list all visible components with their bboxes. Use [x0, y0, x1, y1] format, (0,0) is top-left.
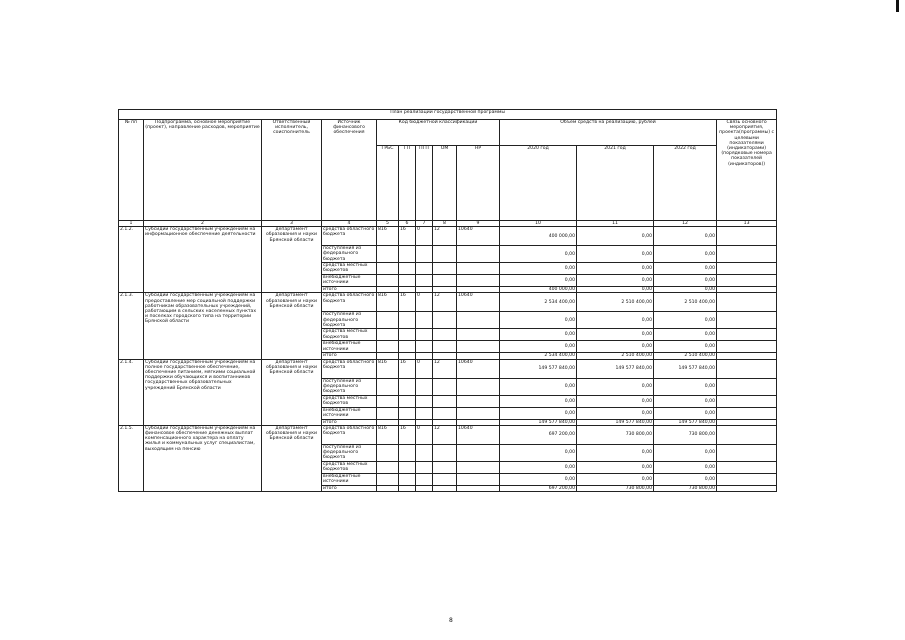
amount-extra: 0,00: [500, 473, 577, 485]
amount-federal: 0,00: [577, 312, 654, 329]
column-number: 11: [577, 221, 654, 227]
header-2022: 2022 год: [654, 146, 717, 221]
empty-code-cell: [399, 461, 416, 473]
source-regional: средства областного бюджета: [322, 425, 377, 444]
column-number: 7: [416, 221, 433, 227]
amount-regional: 730 800,00: [654, 425, 717, 444]
link-cell: [717, 461, 777, 473]
amount-extra: 0,00: [577, 407, 654, 419]
amount-federal: 0,00: [577, 444, 654, 461]
empty-code-cell: [399, 341, 416, 353]
amount-regional: 0,00: [577, 227, 654, 246]
column-number: 13: [717, 221, 777, 227]
header-subprogram: Подпрограмма, основное мероприятие (проект), направление расходов, мероприятие: [144, 120, 262, 221]
column-number: 2: [144, 221, 262, 227]
empty-code-cell: [377, 263, 399, 275]
empty-code-cell: [377, 246, 399, 263]
amount-regional: 149 577 840,00: [654, 359, 717, 378]
source-total: итого: [322, 287, 377, 293]
amount-extra: 0,00: [654, 275, 717, 287]
empty-code-cell: [399, 407, 416, 419]
empty-code-cell: [377, 485, 399, 491]
empty-code-cell: [416, 329, 433, 341]
row-responsible: департамент образования и науки Брянской области: [262, 227, 322, 293]
empty-code-cell: [377, 378, 399, 395]
source-local: средства местных бюджетов: [322, 461, 377, 473]
amount-regional: 0,00: [654, 227, 717, 246]
empty-code-cell: [377, 461, 399, 473]
source-regional: средства областного бюджета: [322, 359, 377, 378]
link-cell: [717, 359, 777, 378]
source-federal: поступления из федерального бюджета: [322, 378, 377, 395]
link-cell: [717, 395, 777, 407]
empty-code-cell: [433, 473, 457, 485]
row-name: Субсидии государственным учреждениям на финансовое обеспечение денежных выплат компенсационного характера на оплату жилья и коммунальных услуг специалистам, выходящим на пенсию: [144, 425, 262, 491]
amount-local: 0,00: [500, 461, 577, 473]
table-row: [119, 227, 777, 246]
source-federal: поступления из федерального бюджета: [322, 444, 377, 461]
amount-extra: 0,00: [577, 275, 654, 287]
source-local: средства местных бюджетов: [322, 395, 377, 407]
amount-total: 697 200,00: [500, 485, 577, 491]
header-gp: ГП: [399, 146, 416, 221]
empty-code-cell: [433, 378, 457, 395]
amount-regional: 2 510 400,00: [654, 293, 717, 312]
empty-code-cell: [399, 263, 416, 275]
amount-regional: 400 000,00: [500, 227, 577, 246]
amount-extra: 0,00: [654, 473, 717, 485]
amount-total: 730 800,00: [654, 485, 717, 491]
amount-extra: 0,00: [500, 341, 577, 353]
empty-code-cell: [457, 473, 500, 485]
empty-code-cell: [399, 378, 416, 395]
empty-code-cell: [399, 329, 416, 341]
table-row: [119, 425, 777, 444]
column-number: 6: [399, 221, 416, 227]
header-budget-code: Код бюджетной классификации: [377, 120, 500, 146]
source-extra: внебюджетные источники: [322, 473, 377, 485]
header-2020: 2020 год: [500, 146, 577, 221]
empty-code-cell: [457, 275, 500, 287]
link-cell: [717, 473, 777, 485]
column-number: 3: [262, 221, 322, 227]
source-regional: средства областного бюджета: [322, 227, 377, 246]
amount-extra: 0,00: [500, 407, 577, 419]
column-number: 8: [433, 221, 457, 227]
empty-code-cell: [377, 395, 399, 407]
amount-total: 149 577 840,00: [577, 419, 654, 425]
empty-code-cell: [433, 275, 457, 287]
empty-code-cell: [377, 329, 399, 341]
empty-code-cell: [457, 378, 500, 395]
page-number: 8: [449, 617, 453, 624]
link-cell: [717, 246, 777, 263]
empty-code-cell: [457, 329, 500, 341]
amount-regional: 2 510 400,00: [577, 293, 654, 312]
link-cell: [717, 227, 777, 246]
amount-federal: 0,00: [654, 378, 717, 395]
link-cell: [717, 263, 777, 275]
link-cell: [717, 312, 777, 329]
empty-code-cell: [457, 444, 500, 461]
empty-code-cell: [399, 275, 416, 287]
page-edge-mark: [896, 0, 899, 12]
empty-code-cell: [433, 444, 457, 461]
row-number: 2.1.3.: [119, 293, 144, 359]
empty-code-cell: [399, 395, 416, 407]
amount-total: 149 577 840,00: [654, 419, 717, 425]
plan-table: [118, 109, 777, 492]
code-nr: 10640: [457, 359, 500, 378]
empty-code-cell: [399, 444, 416, 461]
row-responsible: департамент образования и науки Брянской области: [262, 359, 322, 425]
empty-code-cell: [377, 341, 399, 353]
source-total: итого: [322, 485, 377, 491]
row-number: 2.1.2.: [119, 227, 144, 293]
amount-federal: 0,00: [577, 246, 654, 263]
empty-code-cell: [377, 473, 399, 485]
empty-code-cell: [416, 263, 433, 275]
amount-total: 149 577 840,00: [500, 419, 577, 425]
empty-code-cell: [433, 485, 457, 491]
empty-code-cell: [416, 341, 433, 353]
link-cell: [717, 485, 777, 491]
amount-local: 0,00: [654, 263, 717, 275]
amount-regional: 2 534 400,00: [500, 293, 577, 312]
code-om: 12: [433, 425, 457, 444]
table-row: [119, 293, 777, 312]
amount-extra: 0,00: [577, 341, 654, 353]
code-grbs: 816: [377, 359, 399, 378]
empty-code-cell: [433, 461, 457, 473]
source-extra: внебюджетные источники: [322, 341, 377, 353]
code-nr: 10640: [457, 425, 500, 444]
empty-code-cell: [433, 407, 457, 419]
amount-federal: 0,00: [500, 312, 577, 329]
empty-code-cell: [433, 341, 457, 353]
amount-extra: 0,00: [577, 473, 654, 485]
amount-federal: 0,00: [500, 444, 577, 461]
source-extra: внебюджетные источники: [322, 407, 377, 419]
table-row: [119, 359, 777, 378]
row-number: 2.1.5.: [119, 425, 144, 491]
header-pgp: ПГП: [416, 146, 433, 221]
source-total: итого: [322, 419, 377, 425]
link-cell: [717, 293, 777, 312]
empty-code-cell: [416, 407, 433, 419]
empty-code-cell: [399, 473, 416, 485]
empty-code-cell: [399, 312, 416, 329]
code-grbs: 816: [377, 425, 399, 444]
empty-code-cell: [457, 263, 500, 275]
amount-federal: 0,00: [577, 378, 654, 395]
amount-total: 400 000,00: [500, 287, 577, 293]
empty-code-cell: [377, 407, 399, 419]
empty-code-cell: [377, 275, 399, 287]
amount-local: 0,00: [500, 329, 577, 341]
header-grbs: ГРБС: [377, 146, 399, 221]
amount-total: 2 534 400,00: [500, 353, 577, 359]
empty-code-cell: [416, 485, 433, 491]
column-number: 5: [377, 221, 399, 227]
code-gp: 16: [399, 359, 416, 378]
source-extra: внебюджетные источники: [322, 275, 377, 287]
row-responsible: департамент образования и науки Брянской области: [262, 425, 322, 491]
empty-code-cell: [416, 395, 433, 407]
code-nr: 10640: [457, 293, 500, 312]
amount-local: 0,00: [577, 395, 654, 407]
column-number: 12: [654, 221, 717, 227]
empty-code-cell: [416, 246, 433, 263]
column-number: 10: [500, 221, 577, 227]
code-pgp: 0: [416, 293, 433, 312]
amount-regional: 149 577 840,00: [577, 359, 654, 378]
amount-total: 0,00: [654, 287, 717, 293]
link-cell: [717, 407, 777, 419]
code-pgp: 0: [416, 425, 433, 444]
amount-local: 0,00: [500, 395, 577, 407]
amount-local: 0,00: [577, 329, 654, 341]
amount-regional: 730 800,00: [577, 425, 654, 444]
amount-local: 0,00: [577, 263, 654, 275]
empty-code-cell: [457, 395, 500, 407]
code-om: 12: [433, 359, 457, 378]
empty-code-cell: [433, 329, 457, 341]
amount-local: 0,00: [654, 329, 717, 341]
link-cell: [717, 378, 777, 395]
amount-federal: 0,00: [500, 378, 577, 395]
source-local: средства местных бюджетов: [322, 263, 377, 275]
amount-federal: 0,00: [654, 312, 717, 329]
amount-regional: 697 200,00: [500, 425, 577, 444]
amount-total: 0,00: [577, 287, 654, 293]
empty-code-cell: [416, 461, 433, 473]
amount-local: 0,00: [654, 461, 717, 473]
empty-code-cell: [457, 461, 500, 473]
row-responsible: департамент образования и науки Брянской области: [262, 293, 322, 359]
code-grbs: 816: [377, 293, 399, 312]
header-nr: НР: [457, 146, 500, 221]
table-title: План реализации государственной программы: [119, 110, 777, 120]
amount-federal: 0,00: [500, 246, 577, 263]
code-grbs: 816: [377, 227, 399, 246]
link-cell: [717, 341, 777, 353]
code-gp: 16: [399, 293, 416, 312]
empty-code-cell: [399, 485, 416, 491]
source-federal: поступления из федерального бюджета: [322, 246, 377, 263]
empty-code-cell: [457, 407, 500, 419]
empty-code-cell: [377, 312, 399, 329]
amount-total: 730 800,00: [577, 485, 654, 491]
code-pgp: 0: [416, 359, 433, 378]
empty-code-cell: [416, 473, 433, 485]
code-gp: 16: [399, 425, 416, 444]
link-cell: [717, 444, 777, 461]
empty-code-cell: [416, 312, 433, 329]
source-federal: поступления из федерального бюджета: [322, 312, 377, 329]
empty-code-cell: [433, 312, 457, 329]
header-2021: 2021 год: [577, 146, 654, 221]
empty-code-cell: [457, 485, 500, 491]
source-local: средства местных бюджетов: [322, 329, 377, 341]
amount-regional: 149 577 840,00: [500, 359, 577, 378]
amount-local: 0,00: [500, 263, 577, 275]
empty-code-cell: [377, 444, 399, 461]
amount-extra: 0,00: [654, 341, 717, 353]
plan-body: [119, 227, 777, 492]
code-pgp: 0: [416, 227, 433, 246]
header-num: № пп: [119, 120, 144, 221]
header-source: Источник финансового обеспечения: [322, 120, 377, 221]
code-nr: 10640: [457, 227, 500, 246]
code-om: 12: [433, 227, 457, 246]
empty-code-cell: [433, 395, 457, 407]
empty-code-cell: [433, 263, 457, 275]
empty-code-cell: [457, 246, 500, 263]
amount-federal: 0,00: [654, 246, 717, 263]
amount-extra: 0,00: [500, 275, 577, 287]
link-cell: [717, 275, 777, 287]
amount-total: 2 510 400,00: [654, 353, 717, 359]
link-cell: [717, 425, 777, 444]
column-number: 4: [322, 221, 377, 227]
empty-code-cell: [399, 246, 416, 263]
code-gp: 16: [399, 227, 416, 246]
row-name: Субсидии государственным учреждениям на предоставление мер социальной поддержки работникам образовательных учреждений, работающим в сельских населенных пунктах и поселках городского типа на территории Брянской области: [144, 293, 262, 359]
amount-total: 2 510 400,00: [577, 353, 654, 359]
source-regional: средства областного бюджета: [322, 293, 377, 312]
row-name: Субсидии государственным учреждениям на информационное обеспечение деятельности: [144, 227, 262, 293]
amount-extra: 0,00: [654, 407, 717, 419]
empty-code-cell: [416, 275, 433, 287]
header-link: Связь основного мероприятия, проекта(программы) с целевыми показателями (индикаторами) (порядковые номера показателей (индикаторов)): [717, 120, 777, 221]
header-responsible: Ответственный исполнитель, соисполнитель: [262, 120, 322, 221]
empty-code-cell: [416, 444, 433, 461]
header-om: ОМ: [433, 146, 457, 221]
column-number: 9: [457, 221, 500, 227]
header-volume: Объём средств на реализацию, рублей: [500, 120, 717, 146]
row-number: 2.1.4.: [119, 359, 144, 425]
code-om: 12: [433, 293, 457, 312]
amount-local: 0,00: [654, 395, 717, 407]
amount-local: 0,00: [577, 461, 654, 473]
source-total: итого: [322, 353, 377, 359]
column-number: 1: [119, 221, 144, 227]
empty-code-cell: [433, 246, 457, 263]
empty-code-cell: [457, 341, 500, 353]
row-name: Субсидии государственным учреждениям на полное государственное обеспечение, обеспечение питанием, мягкими социальной поддержки обучающихся и воспитанников государственных образовательных учреждений Брянской области: [144, 359, 262, 425]
link-cell: [717, 329, 777, 341]
empty-code-cell: [416, 378, 433, 395]
amount-federal: 0,00: [654, 444, 717, 461]
empty-code-cell: [457, 312, 500, 329]
